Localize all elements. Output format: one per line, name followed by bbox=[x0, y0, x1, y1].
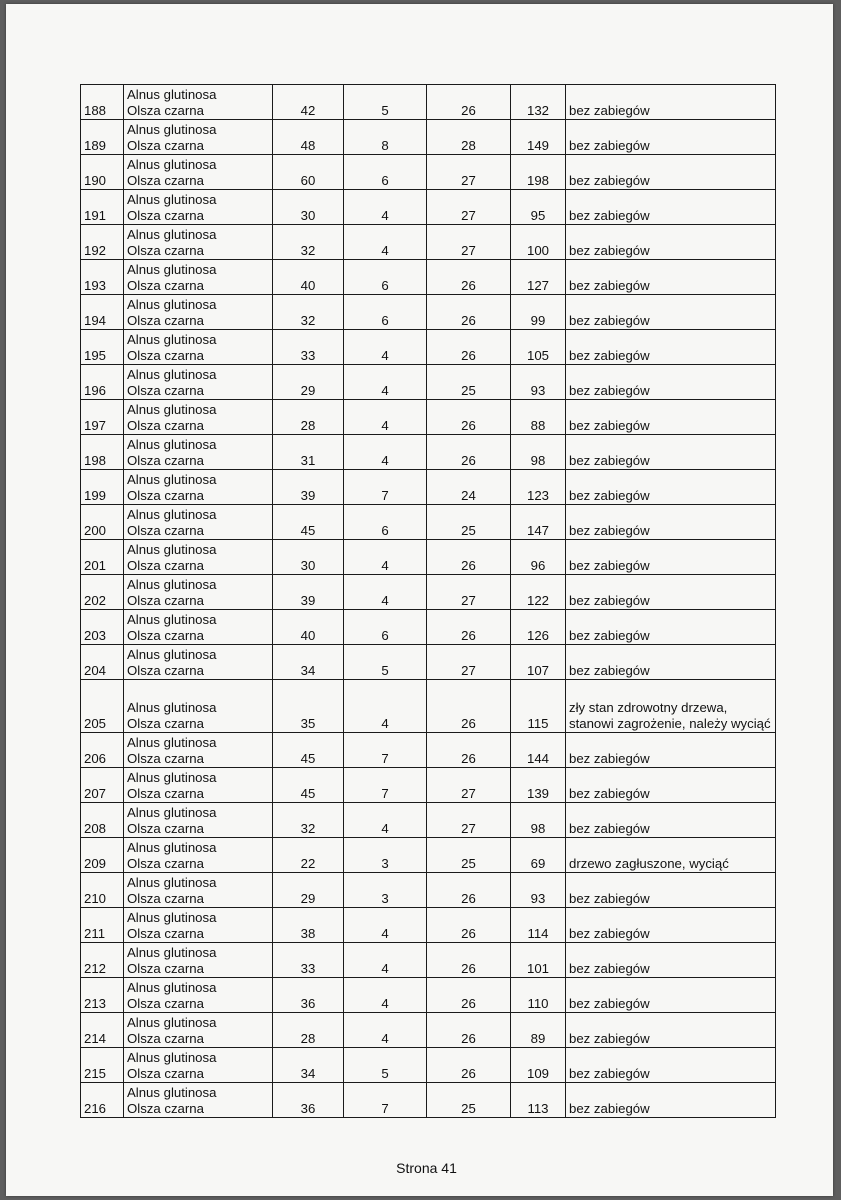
value-cell-2: 5 bbox=[344, 85, 427, 120]
species-polish-name: Olsza czarna bbox=[127, 1101, 204, 1116]
species-cell bbox=[124, 155, 273, 190]
table-row bbox=[81, 943, 776, 978]
value-cell-2: 6 bbox=[344, 155, 427, 190]
species-latin-name: Alnus glutinosa bbox=[127, 735, 217, 750]
tree-number-cell: 202 bbox=[81, 575, 124, 610]
species-latin-name: Alnus glutinosa bbox=[127, 980, 217, 995]
value-cell-3: 25 bbox=[427, 1083, 511, 1118]
tree-number-cell: 193 bbox=[81, 260, 124, 295]
value-cell-2: 4 bbox=[344, 400, 427, 435]
table-row bbox=[81, 540, 776, 575]
species-latin-name: Alnus glutinosa bbox=[127, 1015, 217, 1030]
value-cell-4: 198 bbox=[511, 155, 566, 190]
species-latin-name: Alnus glutinosa bbox=[127, 542, 217, 557]
species-latin-name: Alnus glutinosa bbox=[127, 192, 217, 207]
species-cell bbox=[124, 838, 273, 873]
value-cell-2: 6 bbox=[344, 505, 427, 540]
value-cell-2: 4 bbox=[344, 540, 427, 575]
recommendation-cell: bez zabiegów bbox=[566, 978, 776, 1013]
species-latin-name: Alnus glutinosa bbox=[127, 805, 217, 820]
recommendation-cell: bez zabiegów bbox=[566, 295, 776, 330]
value-cell-1: 29 bbox=[273, 365, 344, 400]
table-row bbox=[81, 365, 776, 400]
tree-number-cell: 195 bbox=[81, 330, 124, 365]
value-cell-2: 5 bbox=[344, 1048, 427, 1083]
table-row bbox=[81, 768, 776, 803]
species-cell bbox=[124, 365, 273, 400]
value-cell-2: 3 bbox=[344, 873, 427, 908]
species-cell bbox=[124, 943, 273, 978]
value-cell-1: 33 bbox=[273, 943, 344, 978]
table-row bbox=[81, 435, 776, 470]
table-row bbox=[81, 470, 776, 505]
value-cell-2: 4 bbox=[344, 978, 427, 1013]
value-cell-3: 26 bbox=[427, 435, 511, 470]
species-cell bbox=[124, 295, 273, 330]
species-polish-name: Olsza czarna bbox=[127, 891, 204, 906]
species-cell bbox=[124, 330, 273, 365]
value-cell-3: 27 bbox=[427, 645, 511, 680]
species-latin-name: Alnus glutinosa bbox=[127, 770, 217, 785]
value-cell-3: 24 bbox=[427, 470, 511, 505]
tree-number-cell: 207 bbox=[81, 768, 124, 803]
value-cell-3: 26 bbox=[427, 733, 511, 768]
species-polish-name: Olsza czarna bbox=[127, 313, 204, 328]
value-cell-3: 26 bbox=[427, 1048, 511, 1083]
value-cell-4: 147 bbox=[511, 505, 566, 540]
recommendation-cell: bez zabiegów bbox=[566, 733, 776, 768]
tree-number-cell: 213 bbox=[81, 978, 124, 1013]
table-row bbox=[81, 190, 776, 225]
table-row bbox=[81, 873, 776, 908]
table-row bbox=[81, 645, 776, 680]
table-row bbox=[81, 85, 776, 120]
value-cell-2: 7 bbox=[344, 470, 427, 505]
value-cell-4: 98 bbox=[511, 435, 566, 470]
value-cell-4: 144 bbox=[511, 733, 566, 768]
value-cell-2: 6 bbox=[344, 295, 427, 330]
species-latin-name: Alnus glutinosa bbox=[127, 840, 217, 855]
value-cell-4: 107 bbox=[511, 645, 566, 680]
value-cell-2: 4 bbox=[344, 1013, 427, 1048]
tree-number-cell: 201 bbox=[81, 540, 124, 575]
recommendation-cell: drzewo zagłuszone, wyciąć bbox=[566, 838, 776, 873]
species-polish-name: Olsza czarna bbox=[127, 716, 204, 731]
tree-number-cell: 209 bbox=[81, 838, 124, 873]
value-cell-2: 7 bbox=[344, 768, 427, 803]
species-latin-name: Alnus glutinosa bbox=[127, 700, 217, 715]
document-page bbox=[6, 4, 833, 1196]
recommendation-cell: bez zabiegów bbox=[566, 120, 776, 155]
recommendation-cell: bez zabiegów bbox=[566, 85, 776, 120]
tree-number-cell: 200 bbox=[81, 505, 124, 540]
recommendation-cell: bez zabiegów bbox=[566, 400, 776, 435]
species-polish-name: Olsza czarna bbox=[127, 926, 204, 941]
table-row bbox=[81, 330, 776, 365]
species-cell bbox=[124, 435, 273, 470]
species-polish-name: Olsza czarna bbox=[127, 138, 204, 153]
value-cell-3: 26 bbox=[427, 978, 511, 1013]
value-cell-2: 4 bbox=[344, 330, 427, 365]
species-polish-name: Olsza czarna bbox=[127, 173, 204, 188]
species-cell bbox=[124, 260, 273, 295]
species-polish-name: Olsza czarna bbox=[127, 663, 204, 678]
table-row bbox=[81, 908, 776, 943]
table-row bbox=[81, 610, 776, 645]
value-cell-2: 4 bbox=[344, 575, 427, 610]
species-cell bbox=[124, 1083, 273, 1118]
value-cell-1: 45 bbox=[273, 505, 344, 540]
tree-number-cell: 203 bbox=[81, 610, 124, 645]
species-cell bbox=[124, 505, 273, 540]
value-cell-1: 45 bbox=[273, 768, 344, 803]
value-cell-3: 27 bbox=[427, 190, 511, 225]
table-row bbox=[81, 1083, 776, 1118]
tree-number-cell: 194 bbox=[81, 295, 124, 330]
recommendation-cell: bez zabiegów bbox=[566, 1048, 776, 1083]
species-latin-name: Alnus glutinosa bbox=[127, 945, 217, 960]
species-cell bbox=[124, 908, 273, 943]
value-cell-4: 110 bbox=[511, 978, 566, 1013]
value-cell-1: 40 bbox=[273, 260, 344, 295]
species-cell bbox=[124, 470, 273, 505]
recommendation-cell: bez zabiegów bbox=[566, 575, 776, 610]
recommendation-cell: bez zabiegów bbox=[566, 610, 776, 645]
value-cell-3: 25 bbox=[427, 505, 511, 540]
recommendation-cell: bez zabiegów bbox=[566, 435, 776, 470]
value-cell-2: 6 bbox=[344, 260, 427, 295]
value-cell-3: 26 bbox=[427, 295, 511, 330]
value-cell-2: 4 bbox=[344, 225, 427, 260]
tree-number-cell: 216 bbox=[81, 1083, 124, 1118]
value-cell-1: 42 bbox=[273, 85, 344, 120]
value-cell-2: 6 bbox=[344, 610, 427, 645]
species-cell bbox=[124, 190, 273, 225]
species-polish-name: Olsza czarna bbox=[127, 856, 204, 871]
species-latin-name: Alnus glutinosa bbox=[127, 1085, 217, 1100]
value-cell-2: 3 bbox=[344, 838, 427, 873]
value-cell-3: 26 bbox=[427, 1013, 511, 1048]
recommendation-cell: bez zabiegów bbox=[566, 768, 776, 803]
recommendation-cell: bez zabiegów bbox=[566, 540, 776, 575]
tree-number-cell: 199 bbox=[81, 470, 124, 505]
value-cell-4: 132 bbox=[511, 85, 566, 120]
species-polish-name: Olsza czarna bbox=[127, 348, 204, 363]
value-cell-1: 45 bbox=[273, 733, 344, 768]
table-row bbox=[81, 1048, 776, 1083]
species-latin-name: Alnus glutinosa bbox=[127, 612, 217, 627]
table-row bbox=[81, 680, 776, 733]
table-row bbox=[81, 733, 776, 768]
tree-number-cell: 188 bbox=[81, 85, 124, 120]
value-cell-1: 34 bbox=[273, 1048, 344, 1083]
species-cell bbox=[124, 540, 273, 575]
species-polish-name: Olsza czarna bbox=[127, 243, 204, 258]
value-cell-1: 48 bbox=[273, 120, 344, 155]
species-polish-name: Olsza czarna bbox=[127, 751, 204, 766]
value-cell-1: 29 bbox=[273, 873, 344, 908]
recommendation-cell: bez zabiegów bbox=[566, 1083, 776, 1118]
value-cell-4: 113 bbox=[511, 1083, 566, 1118]
species-polish-name: Olsza czarna bbox=[127, 488, 204, 503]
recommendation-cell: bez zabiegów bbox=[566, 1013, 776, 1048]
recommendation-cell: bez zabiegów bbox=[566, 470, 776, 505]
tree-number-cell: 210 bbox=[81, 873, 124, 908]
species-latin-name: Alnus glutinosa bbox=[127, 227, 217, 242]
value-cell-3: 27 bbox=[427, 155, 511, 190]
species-polish-name: Olsza czarna bbox=[127, 786, 204, 801]
value-cell-1: 38 bbox=[273, 908, 344, 943]
species-latin-name: Alnus glutinosa bbox=[127, 87, 217, 102]
value-cell-4: 95 bbox=[511, 190, 566, 225]
species-latin-name: Alnus glutinosa bbox=[127, 157, 217, 172]
value-cell-3: 26 bbox=[427, 908, 511, 943]
tree-number-cell: 191 bbox=[81, 190, 124, 225]
species-polish-name: Olsza czarna bbox=[127, 1066, 204, 1081]
value-cell-3: 28 bbox=[427, 120, 511, 155]
value-cell-3: 27 bbox=[427, 575, 511, 610]
value-cell-3: 27 bbox=[427, 803, 511, 838]
value-cell-1: 36 bbox=[273, 978, 344, 1013]
value-cell-2: 4 bbox=[344, 365, 427, 400]
species-polish-name: Olsza czarna bbox=[127, 593, 204, 608]
table-row bbox=[81, 575, 776, 610]
species-latin-name: Alnus glutinosa bbox=[127, 910, 217, 925]
table-row bbox=[81, 838, 776, 873]
species-latin-name: Alnus glutinosa bbox=[127, 332, 217, 347]
species-latin-name: Alnus glutinosa bbox=[127, 297, 217, 312]
species-latin-name: Alnus glutinosa bbox=[127, 437, 217, 452]
tree-number-cell: 214 bbox=[81, 1013, 124, 1048]
tree-number-cell: 196 bbox=[81, 365, 124, 400]
value-cell-1: 30 bbox=[273, 540, 344, 575]
value-cell-3: 26 bbox=[427, 330, 511, 365]
species-cell bbox=[124, 733, 273, 768]
value-cell-2: 4 bbox=[344, 803, 427, 838]
value-cell-4: 123 bbox=[511, 470, 566, 505]
table-row bbox=[81, 155, 776, 190]
tree-number-cell: 192 bbox=[81, 225, 124, 260]
tree-number-cell: 204 bbox=[81, 645, 124, 680]
recommendation-cell: bez zabiegów bbox=[566, 908, 776, 943]
value-cell-1: 40 bbox=[273, 610, 344, 645]
value-cell-2: 7 bbox=[344, 1083, 427, 1118]
species-polish-name: Olsza czarna bbox=[127, 558, 204, 573]
value-cell-3: 26 bbox=[427, 873, 511, 908]
value-cell-2: 7 bbox=[344, 733, 427, 768]
value-cell-2: 4 bbox=[344, 943, 427, 978]
value-cell-4: 100 bbox=[511, 225, 566, 260]
species-latin-name: Alnus glutinosa bbox=[127, 122, 217, 137]
value-cell-4: 101 bbox=[511, 943, 566, 978]
value-cell-2: 4 bbox=[344, 435, 427, 470]
value-cell-3: 26 bbox=[427, 610, 511, 645]
value-cell-2: 4 bbox=[344, 190, 427, 225]
value-cell-3: 26 bbox=[427, 260, 511, 295]
value-cell-2: 4 bbox=[344, 908, 427, 943]
species-polish-name: Olsza czarna bbox=[127, 821, 204, 836]
value-cell-3: 26 bbox=[427, 943, 511, 978]
recommendation-cell: bez zabiegów bbox=[566, 260, 776, 295]
value-cell-3: 25 bbox=[427, 365, 511, 400]
page-number: Strona 41 bbox=[396, 1160, 457, 1176]
value-cell-4: 139 bbox=[511, 768, 566, 803]
value-cell-1: 28 bbox=[273, 1013, 344, 1048]
value-cell-4: 69 bbox=[511, 838, 566, 873]
table-row bbox=[81, 1013, 776, 1048]
table-row bbox=[81, 120, 776, 155]
tree-number-cell: 211 bbox=[81, 908, 124, 943]
value-cell-3: 26 bbox=[427, 85, 511, 120]
tree-number-cell: 206 bbox=[81, 733, 124, 768]
recommendation-cell: bez zabiegów bbox=[566, 365, 776, 400]
value-cell-1: 31 bbox=[273, 435, 344, 470]
value-cell-2: 8 bbox=[344, 120, 427, 155]
species-polish-name: Olsza czarna bbox=[127, 628, 204, 643]
tree-number-cell: 212 bbox=[81, 943, 124, 978]
value-cell-1: 28 bbox=[273, 400, 344, 435]
species-latin-name: Alnus glutinosa bbox=[127, 262, 217, 277]
value-cell-4: 109 bbox=[511, 1048, 566, 1083]
species-cell bbox=[124, 1013, 273, 1048]
species-cell bbox=[124, 85, 273, 120]
species-polish-name: Olsza czarna bbox=[127, 103, 204, 118]
table-row bbox=[81, 505, 776, 540]
species-cell bbox=[124, 645, 273, 680]
table-row bbox=[81, 295, 776, 330]
table-row bbox=[81, 260, 776, 295]
recommendation-cell: bez zabiegów bbox=[566, 803, 776, 838]
value-cell-4: 99 bbox=[511, 295, 566, 330]
species-cell bbox=[124, 1048, 273, 1083]
species-polish-name: Olsza czarna bbox=[127, 383, 204, 398]
value-cell-3: 25 bbox=[427, 838, 511, 873]
value-cell-4: 98 bbox=[511, 803, 566, 838]
value-cell-1: 32 bbox=[273, 803, 344, 838]
value-cell-4: 96 bbox=[511, 540, 566, 575]
table-row bbox=[81, 225, 776, 260]
tree-inventory-table bbox=[80, 84, 776, 1118]
value-cell-1: 34 bbox=[273, 645, 344, 680]
table-row bbox=[81, 978, 776, 1013]
value-cell-1: 30 bbox=[273, 190, 344, 225]
tree-number-cell: 215 bbox=[81, 1048, 124, 1083]
recommendation-cell: bez zabiegów bbox=[566, 943, 776, 978]
value-cell-4: 89 bbox=[511, 1013, 566, 1048]
value-cell-1: 35 bbox=[273, 680, 344, 733]
species-latin-name: Alnus glutinosa bbox=[127, 367, 217, 382]
value-cell-4: 115 bbox=[511, 680, 566, 733]
value-cell-4: 93 bbox=[511, 365, 566, 400]
species-cell bbox=[124, 400, 273, 435]
value-cell-3: 26 bbox=[427, 400, 511, 435]
species-latin-name: Alnus glutinosa bbox=[127, 507, 217, 522]
value-cell-1: 39 bbox=[273, 575, 344, 610]
recommendation-cell: bez zabiegów bbox=[566, 873, 776, 908]
value-cell-3: 27 bbox=[427, 768, 511, 803]
species-polish-name: Olsza czarna bbox=[127, 961, 204, 976]
species-latin-name: Alnus glutinosa bbox=[127, 472, 217, 487]
value-cell-4: 122 bbox=[511, 575, 566, 610]
value-cell-4: 114 bbox=[511, 908, 566, 943]
value-cell-1: 32 bbox=[273, 225, 344, 260]
value-cell-4: 93 bbox=[511, 873, 566, 908]
value-cell-4: 127 bbox=[511, 260, 566, 295]
species-cell bbox=[124, 225, 273, 260]
species-cell bbox=[124, 680, 273, 733]
table-row bbox=[81, 400, 776, 435]
species-cell bbox=[124, 575, 273, 610]
species-cell bbox=[124, 803, 273, 838]
recommendation-cell: bez zabiegów bbox=[566, 190, 776, 225]
value-cell-4: 149 bbox=[511, 120, 566, 155]
tree-number-cell: 198 bbox=[81, 435, 124, 470]
recommendation-cell: bez zabiegów bbox=[566, 225, 776, 260]
value-cell-3: 26 bbox=[427, 680, 511, 733]
species-polish-name: Olsza czarna bbox=[127, 453, 204, 468]
species-polish-name: Olsza czarna bbox=[127, 418, 204, 433]
species-cell bbox=[124, 768, 273, 803]
value-cell-1: 22 bbox=[273, 838, 344, 873]
species-cell bbox=[124, 873, 273, 908]
recommendation-cell: bez zabiegów bbox=[566, 155, 776, 190]
species-latin-name: Alnus glutinosa bbox=[127, 1050, 217, 1065]
species-latin-name: Alnus glutinosa bbox=[127, 875, 217, 890]
value-cell-2: 5 bbox=[344, 645, 427, 680]
recommendation-cell: bez zabiegów bbox=[566, 330, 776, 365]
value-cell-1: 33 bbox=[273, 330, 344, 365]
tree-number-cell: 190 bbox=[81, 155, 124, 190]
table-row bbox=[81, 803, 776, 838]
tree-number-cell: 197 bbox=[81, 400, 124, 435]
species-cell bbox=[124, 978, 273, 1013]
recommendation-cell: zły stan zdrowotny drzewa, stanowi zagrożenie, należy wyciąć bbox=[566, 680, 776, 733]
tree-number-cell: 208 bbox=[81, 803, 124, 838]
value-cell-1: 32 bbox=[273, 295, 344, 330]
recommendation-cell: bez zabiegów bbox=[566, 645, 776, 680]
species-polish-name: Olsza czarna bbox=[127, 208, 204, 223]
value-cell-3: 26 bbox=[427, 540, 511, 575]
species-polish-name: Olsza czarna bbox=[127, 523, 204, 538]
value-cell-4: 88 bbox=[511, 400, 566, 435]
recommendation-cell: bez zabiegów bbox=[566, 505, 776, 540]
value-cell-4: 105 bbox=[511, 330, 566, 365]
species-cell bbox=[124, 610, 273, 645]
value-cell-1: 39 bbox=[273, 470, 344, 505]
tree-number-cell: 205 bbox=[81, 680, 124, 733]
value-cell-1: 60 bbox=[273, 155, 344, 190]
value-cell-4: 126 bbox=[511, 610, 566, 645]
value-cell-1: 36 bbox=[273, 1083, 344, 1118]
species-latin-name: Alnus glutinosa bbox=[127, 647, 217, 662]
species-cell bbox=[124, 120, 273, 155]
table-body bbox=[81, 85, 776, 1118]
species-polish-name: Olsza czarna bbox=[127, 996, 204, 1011]
species-polish-name: Olsza czarna bbox=[127, 1031, 204, 1046]
species-latin-name: Alnus glutinosa bbox=[127, 402, 217, 417]
tree-number-cell: 189 bbox=[81, 120, 124, 155]
value-cell-3: 27 bbox=[427, 225, 511, 260]
value-cell-2: 4 bbox=[344, 680, 427, 733]
species-latin-name: Alnus glutinosa bbox=[127, 577, 217, 592]
species-polish-name: Olsza czarna bbox=[127, 278, 204, 293]
